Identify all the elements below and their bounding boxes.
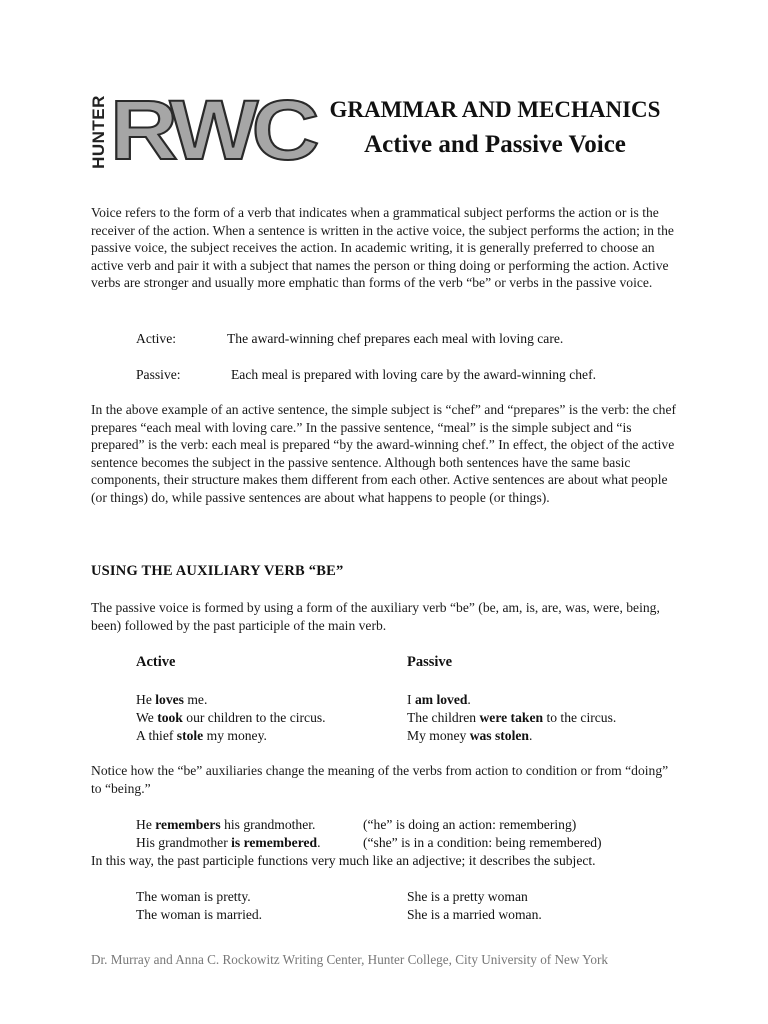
rwc-logo xyxy=(88,83,313,177)
passive-example-1: I am loved. xyxy=(407,692,471,707)
document-category: GRAMMAR AND MECHANICS xyxy=(329,97,661,122)
condition-example-2: His grandmother is remembered. xyxy=(136,835,321,850)
document-title: Active and Passive Voice xyxy=(364,131,626,158)
adjective-note: In this way, the past participle functions very much like an adjective; it describes the subject. xyxy=(91,853,596,868)
adjective-example-right-2: She is a married woman. xyxy=(407,907,542,922)
condition-example-1: He remembers his grandmother. xyxy=(136,817,316,832)
page-footer: Dr. Murray and Anna C. Rockowitz Writing Center, Hunter College, City University of New York xyxy=(91,952,608,967)
example-active-text: The award-winning chef prepares each meal with loving care. xyxy=(227,331,564,346)
column-header-passive: Passive xyxy=(407,654,453,670)
example-active-label: Active: xyxy=(136,331,177,346)
passive-example-3: My money was stolen. xyxy=(407,728,533,743)
section-intro-paragraph: The passive voice is formed by using a form of the auxiliary verb “be” (be, am, is, are, was, were, being, been) followed by the past participle of the main verb. xyxy=(91,600,660,633)
column-header-active: Active xyxy=(136,654,176,670)
logo-hunter-label: HUNTER xyxy=(89,95,108,169)
passive-example-2: The children were taken to the circus. xyxy=(407,710,617,725)
adjective-example-right-1: She is a pretty woman xyxy=(407,889,528,904)
adjective-example-left-1: The woman is pretty. xyxy=(136,889,251,904)
condition-note-1: (“he” is doing an action: remembering) xyxy=(363,817,577,832)
section-heading: USING THE AUXILIARY VERB “BE” xyxy=(91,563,344,579)
logo-rwc-text: RWC xyxy=(110,83,313,177)
active-example-2: We took our children to the circus. xyxy=(136,710,326,725)
active-example-1: He loves me. xyxy=(136,692,208,707)
logo-hunter-text xyxy=(88,92,110,172)
intro-paragraph: Voice refers to the form of a verb that indicates when a grammatical subject performs the action or is the receiver of the action. When a sentence is written in the active voice, the subject performs the action; in the passive voice, the subject receives the action. In academic writing, it is generally preferred to choose an active verb and pair it with a subject that names the person or thing doing or performing the action. Active verbs are stronger and usually more emphatic than forms of the verb “be” or verbs in the passive voice. xyxy=(91,205,674,291)
condition-note-2: (“she” is in a condition: being remembered) xyxy=(363,835,602,850)
adjective-example-left-2: The woman is married. xyxy=(136,907,263,922)
notice-paragraph: Notice how the “be” auxiliaries change the meaning of the verbs from action to condition or from “doing” to “being.” xyxy=(91,763,669,796)
title-block xyxy=(300,96,690,162)
explanation-paragraph: In the above example of an active sentence, the simple subject is “chef” and “prepares” is the verb: the chef prepares “each meal with loving care.” In the passive sentence, “meal” is the simple subject and “is prepared” is the verb: each meal is prepared “by the award-winning chef.” In effect, the object of the active sentence becomes the subject in the passive sentence. Although both sentences have the same basic components, their structure makes them different from each other. Active sentences are about what people (or things) do, while passive sentences are about what happens to people (or things). xyxy=(91,402,677,505)
example-passive-text: Each meal is prepared with loving care by the award-winning chef. xyxy=(231,367,597,382)
example-passive-label: Passive: xyxy=(136,367,181,382)
active-example-3: A thief stole my money. xyxy=(136,728,267,743)
